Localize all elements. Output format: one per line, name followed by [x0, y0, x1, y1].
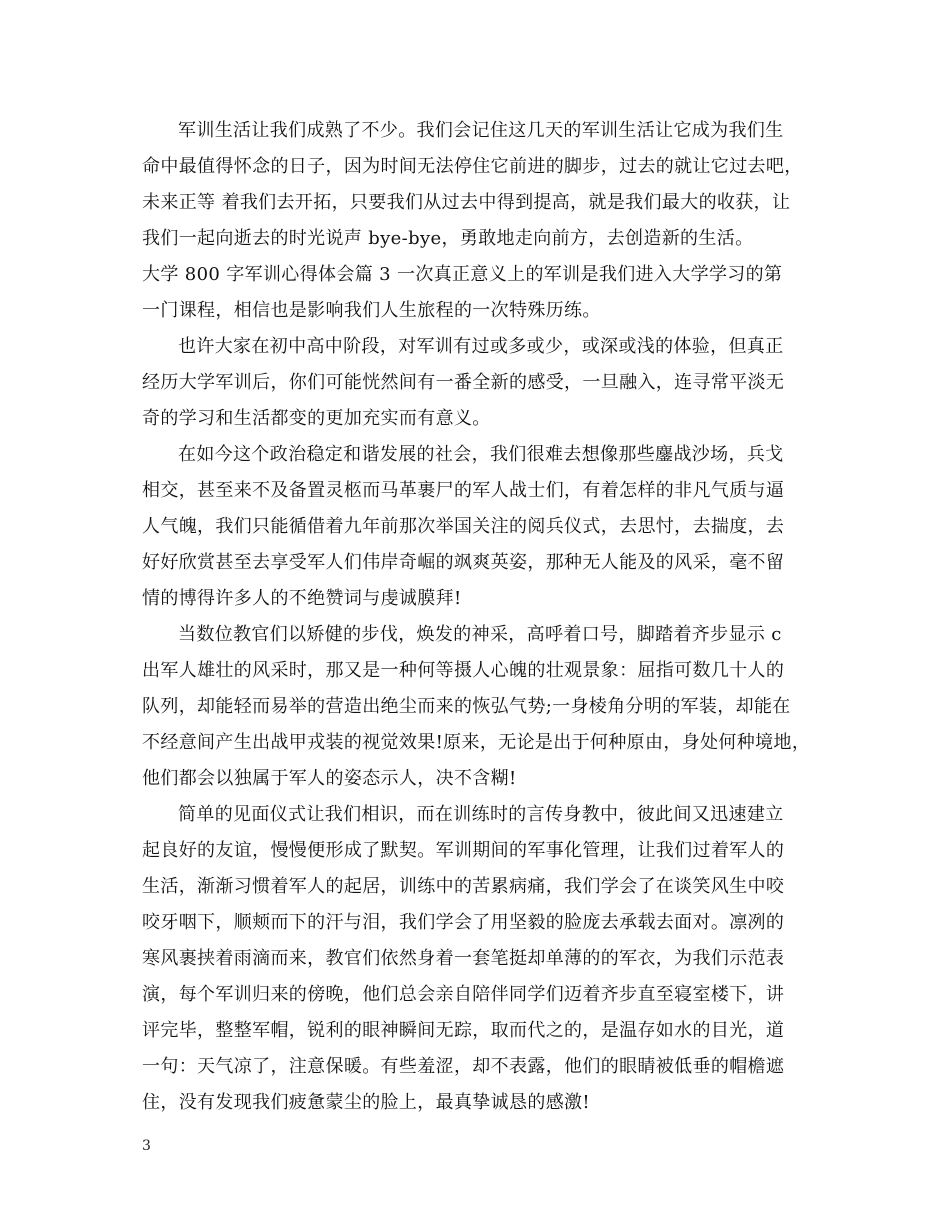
- paragraph-6-line-3: 生活，渐渐习惯着军人的起居，训练中的苦累病痛，我们学会了在谈笑风生中咬: [142, 876, 785, 897]
- paragraph-1-line-4: 我们一起向逝去的时光说声 bye-bye，勇敢地走向前方，去创造新的生活。: [142, 228, 754, 249]
- paragraph-5-line-4: 不经意间产生出战甲戎装的视觉效果!原来，无论是出于何种原由，身处何种境地，: [142, 732, 811, 753]
- paragraph-6-line-7: 评完毕，整整军帽，锐利的眼神瞬间无踪，取而代之的，是温存如水的目光，道: [142, 1020, 785, 1041]
- paragraph-3-line-3: 奇的学习和生活都变的更加充实而有意义。: [142, 408, 491, 429]
- paragraph-6-line-5: 寒风裹挟着雨滴而来，教官们依然身着一套笔挺却单薄的的军衣，为我们示范表: [142, 948, 785, 969]
- paragraph-4-line-5: 情的博得许多人的不绝赞词与虔诚膜拜!: [142, 588, 462, 609]
- paragraph-4-line-3: 人气魄，我们只能循借着九年前那次举国关注的阅兵仪式，去思忖，去揣度，去: [142, 516, 785, 537]
- section-heading-line: 大学 800 字军训心得体会篇 3 一次真正意义上的军训是我们进入大学学习的第: [142, 264, 783, 285]
- paragraph-6-line-8: 一句：天气凉了，注意保暖。有些羞涩，却不表露，他们的眼睛被低垂的帽檐遮: [142, 1056, 785, 1077]
- paragraph-6-line-9: 住，没有发现我们疲惫蒙尘的脸上，最真挚诚恳的感激!: [142, 1092, 590, 1113]
- paragraph-1-line-1: 军训生活让我们成熟了不少。我们会记住这几天的军训生活让它成为我们生: [178, 120, 784, 141]
- paragraph-4-line-4: 好好欣赏甚至去享受军人们伟岸奇崛的飒爽英姿，那种无人能及的风采，毫不留: [142, 552, 785, 573]
- paragraph-5-line-3: 队列，却能轻而易举的营造出绝尘而来的恢弘气势;一身棱角分明的军装，却能在: [142, 696, 791, 717]
- paragraph-5-line-1: 当数位教官们以矫健的步伐，焕发的神采，高呼着口号，脚踏着齐步显示 c: [178, 624, 782, 645]
- paragraph-4-line-1: 在如今这个政治稳定和谐发展的社会，我们很难去想像那些鏖战沙场，兵戈: [178, 444, 784, 465]
- paragraph-6-line-4: 咬牙咽下，顺颊而下的汗与泪，我们学会了用坚毅的脸庞去承载去面对。凛冽的: [142, 912, 785, 933]
- page-number: 3: [142, 1138, 151, 1154]
- paragraph-2-line-2: 一门课程，相信也是影响我们人生旅程的一次特殊历练。: [142, 300, 601, 321]
- paragraph-6-line-1: 简单的见面仪式让我们相识，而在训练时的言传身教中，彼此间又迅速建立: [178, 804, 784, 825]
- paragraph-6-line-2: 起良好的友谊，慢慢便形成了默契。军训期间的军事化管理，让我们过着军人的: [142, 840, 785, 861]
- paragraph-3-line-1: 也许大家在初中高中阶段，对军训有过或多或少，或深或浅的体验，但真正: [178, 336, 784, 357]
- paragraph-1-line-3: 未来正等 着我们去开拓，只要我们从过去中得到提高，就是我们最大的收获，让: [142, 192, 791, 213]
- paragraph-3-line-2: 经历大学军训后，你们可能恍然间有一番全新的感受，一旦融入，连寻常平淡无: [142, 372, 785, 393]
- paragraph-5-line-5: 他们都会以独属于军人的姿态示人，决不含糊!: [142, 768, 517, 789]
- paragraph-5-line-2: 出军人雄壮的风采时，那又是一种何等摄人心魄的壮观景象：屈指可数几十人的: [142, 660, 785, 681]
- paragraph-1-line-2: 命中最值得怀念的日子，因为时间无法停住它前进的脚步，过去的就让它过去吧，: [142, 156, 803, 177]
- paragraph-6-line-6: 演，每个军训归来的傍晚，他们总会亲自陪伴同学们迈着齐步直至寝室楼下，讲: [142, 984, 785, 1005]
- paragraph-4-line-2: 相交，甚至来不及备置灵柩而马革裹尸的军人战士们，有着怎样的非凡气质与逼: [142, 480, 785, 501]
